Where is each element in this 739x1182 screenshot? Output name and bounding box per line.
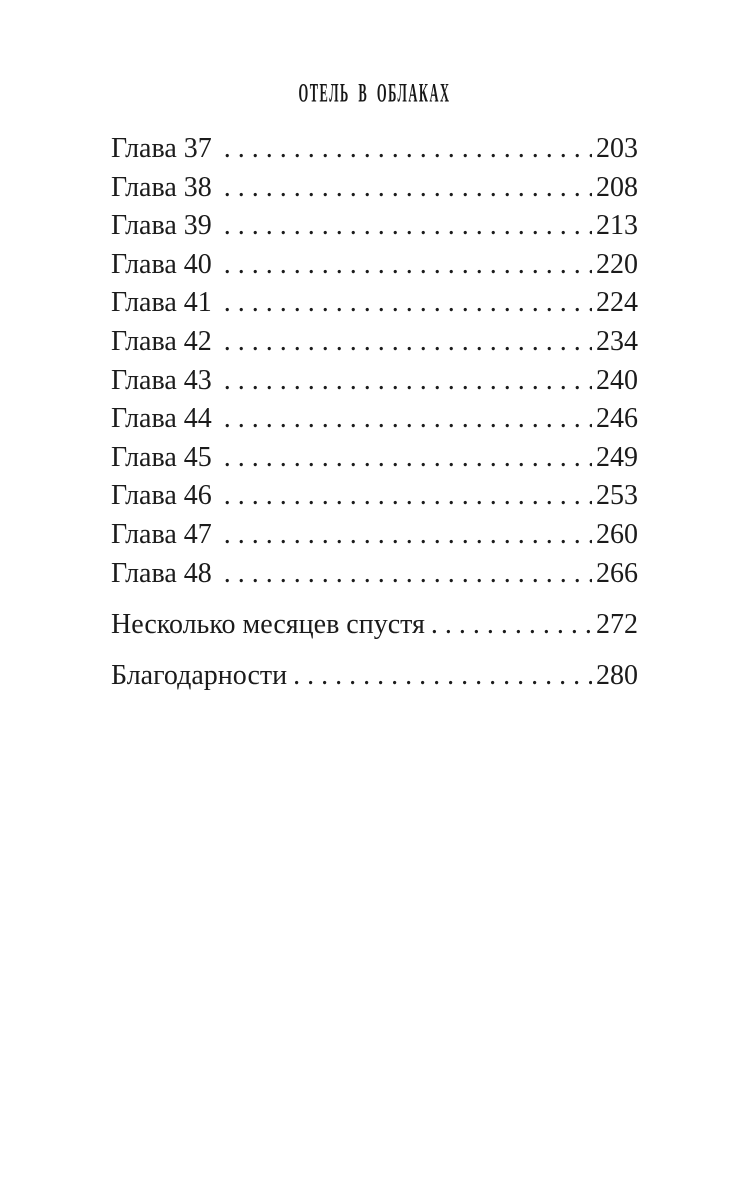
toc-entry-page-number: 220 bbox=[596, 248, 638, 280]
dot-leader bbox=[425, 606, 592, 645]
toc-entry bbox=[111, 130, 638, 169]
toc-entry bbox=[111, 657, 638, 696]
toc-entry-label: Глава 41 bbox=[111, 287, 212, 319]
toc-entry bbox=[111, 516, 638, 555]
toc-entry-page-number: 266 bbox=[596, 557, 638, 589]
table-of-contents bbox=[111, 130, 638, 695]
toc-entry-page-number: 246 bbox=[596, 403, 638, 435]
toc-entry-label: Глава 45 bbox=[111, 441, 212, 473]
toc-entry-label: Благодарности bbox=[111, 659, 288, 691]
toc-entry-label: Глава 48 bbox=[111, 557, 212, 589]
toc-entry bbox=[111, 477, 638, 516]
dot-leader bbox=[212, 284, 592, 323]
toc-entry bbox=[111, 284, 638, 323]
dot-leader bbox=[212, 439, 592, 478]
dot-leader bbox=[212, 362, 592, 401]
toc-entry-label: Глава 42 bbox=[111, 325, 212, 357]
toc-entry-label: Глава 37 bbox=[111, 133, 212, 164]
toc-entry-label: Глава 44 bbox=[111, 403, 212, 435]
toc-entry-page-number: 260 bbox=[596, 518, 638, 550]
toc-entry bbox=[111, 439, 638, 478]
toc-entry bbox=[111, 555, 638, 594]
toc-entry-page-number: 234 bbox=[596, 325, 638, 357]
toc-content-column bbox=[111, 0, 638, 695]
dot-leader bbox=[212, 516, 592, 555]
toc-entry-page-number: 253 bbox=[596, 480, 638, 512]
toc-entry-label: Глава 43 bbox=[111, 364, 212, 396]
toc-entry-label: Глава 46 bbox=[111, 480, 212, 512]
dot-leader bbox=[212, 477, 592, 516]
dot-leader bbox=[212, 207, 592, 246]
toc-entry-label: Глава 39 bbox=[111, 210, 212, 242]
toc-chapter-list bbox=[111, 130, 638, 593]
toc-entry-page-number: 203 bbox=[596, 133, 638, 164]
toc-entry bbox=[111, 246, 638, 285]
toc-entry-page-number: 240 bbox=[596, 364, 638, 396]
toc-entry bbox=[111, 323, 638, 362]
toc-entry-label: Глава 47 bbox=[111, 518, 212, 550]
toc-entry-page-number: 272 bbox=[596, 608, 638, 640]
running-head-book-title: ОТЕЛЬ В ОБЛАКАХ bbox=[298, 79, 451, 108]
toc-entry bbox=[111, 400, 638, 439]
dot-leader bbox=[212, 246, 592, 285]
toc-entry-label: Несколько месяцев спустя bbox=[111, 608, 425, 640]
toc-entry-label: Глава 38 bbox=[111, 171, 212, 203]
toc-section-list bbox=[111, 606, 638, 696]
dot-leader bbox=[212, 400, 592, 439]
toc-entry-page-number: 280 bbox=[596, 659, 638, 691]
toc-entry bbox=[111, 207, 638, 246]
dot-leader bbox=[212, 555, 592, 594]
dot-leader bbox=[212, 130, 592, 169]
toc-entry-page-number: 249 bbox=[596, 441, 638, 473]
toc-entry-label: Глава 40 bbox=[111, 248, 212, 280]
toc-entry-page-number: 224 bbox=[596, 287, 638, 319]
toc-entry-page-number: 213 bbox=[596, 210, 638, 242]
toc-entry-page-number: 208 bbox=[596, 171, 638, 203]
toc-entry bbox=[111, 169, 638, 208]
dot-leader bbox=[212, 169, 592, 208]
dot-leader bbox=[287, 657, 592, 696]
toc-entry bbox=[111, 606, 638, 645]
toc-entry bbox=[111, 362, 638, 401]
dot-leader bbox=[212, 323, 592, 362]
